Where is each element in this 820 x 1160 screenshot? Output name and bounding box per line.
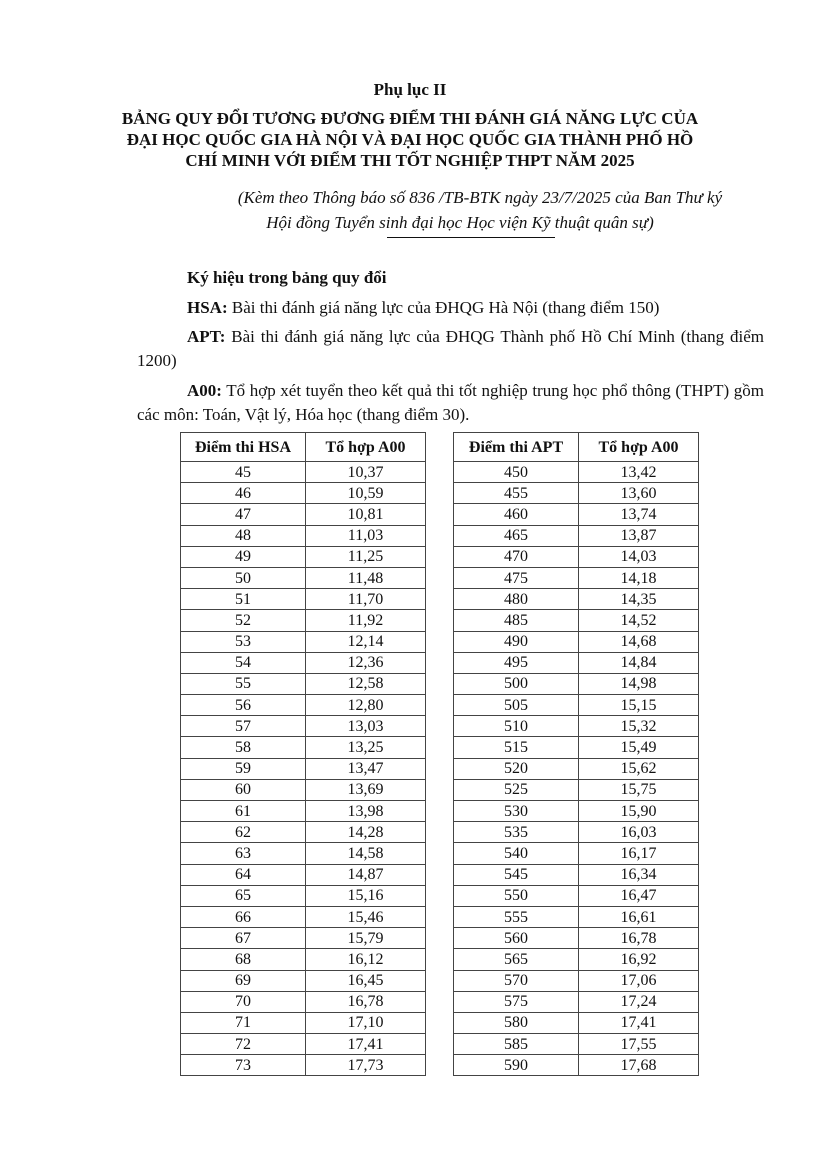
a00-score-cell: 14,68	[579, 631, 699, 652]
table-row	[454, 906, 699, 927]
exam-score-cell: 560	[454, 928, 579, 949]
table-row	[454, 801, 699, 822]
table-row	[454, 483, 699, 504]
table-row	[181, 567, 426, 588]
exam-score-cell: 555	[454, 906, 579, 927]
legend-apt	[137, 325, 764, 373]
a00-score-cell: 17,55	[579, 1034, 699, 1055]
table-row	[181, 949, 426, 970]
table-row	[181, 1055, 426, 1076]
table-header-row	[454, 433, 699, 462]
table-row	[181, 695, 426, 716]
exam-score-cell: 68	[181, 949, 306, 970]
table-row	[454, 949, 699, 970]
a00-score-cell: 14,03	[579, 546, 699, 567]
exam-score-cell: 590	[454, 1055, 579, 1076]
a00-score-cell: 16,78	[306, 991, 426, 1012]
a00-score-cell: 13,42	[579, 462, 699, 483]
table-row	[181, 737, 426, 758]
appendix-label: Phụ lục II	[373, 80, 447, 99]
table-row	[181, 631, 426, 652]
legend-heading: Ký hiệu trong bảng quy đổi	[187, 268, 387, 287]
a00-score-cell: 15,49	[579, 737, 699, 758]
exam-score-cell: 490	[454, 631, 579, 652]
exam-score-cell: 45	[181, 462, 306, 483]
legend-hsa	[187, 296, 767, 320]
a00-score-cell: 16,61	[579, 906, 699, 927]
table-row	[181, 758, 426, 779]
a00-score-cell: 11,48	[306, 567, 426, 588]
a00-score-cell: 13,87	[579, 525, 699, 546]
exam-score-cell: 455	[454, 483, 579, 504]
table-row	[454, 758, 699, 779]
table-row	[454, 822, 699, 843]
a00-score-cell: 16,17	[579, 843, 699, 864]
table-row	[454, 504, 699, 525]
apt-score-header: Điểm thi APT	[454, 433, 579, 462]
table-row	[181, 610, 426, 631]
exam-score-cell: 54	[181, 652, 306, 673]
a00-score-cell: 15,32	[579, 716, 699, 737]
table-row	[454, 1034, 699, 1055]
exam-score-cell: 70	[181, 991, 306, 1012]
legend-apt-label: APT:	[187, 327, 226, 346]
exam-score-cell: 480	[454, 589, 579, 610]
legend-a00-label: A00:	[187, 381, 222, 400]
exam-score-cell: 515	[454, 737, 579, 758]
exam-score-cell: 62	[181, 822, 306, 843]
a00-score-cell: 16,12	[306, 949, 426, 970]
a00-score-cell: 15,90	[579, 801, 699, 822]
table-row	[181, 1034, 426, 1055]
reference-note-line-2: Hội đồng Tuyển sinh đại học Học viện Kỹ thuật quân sự)	[266, 213, 654, 232]
reference-note-line-1: (Kèm theo Thông báo số 836 /TB-BTK ngày 23/7/2025 của Ban Thư ký	[237, 188, 723, 207]
table-row	[181, 970, 426, 991]
exam-score-cell: 545	[454, 864, 579, 885]
exam-score-cell: 525	[454, 779, 579, 800]
exam-score-cell: 55	[181, 673, 306, 694]
a00-score-cell: 14,52	[579, 610, 699, 631]
table-row	[181, 525, 426, 546]
table-row	[181, 885, 426, 906]
exam-score-cell: 69	[181, 970, 306, 991]
table-row	[181, 483, 426, 504]
a00-score-cell: 17,41	[306, 1034, 426, 1055]
exam-score-cell: 50	[181, 567, 306, 588]
exam-score-cell: 565	[454, 949, 579, 970]
exam-score-cell: 58	[181, 737, 306, 758]
table-row	[454, 546, 699, 567]
table-row	[181, 843, 426, 864]
table-row	[181, 462, 426, 483]
table-row	[454, 567, 699, 588]
a00-score-cell: 13,25	[306, 737, 426, 758]
a00-score-cell: 14,84	[579, 652, 699, 673]
exam-score-cell: 57	[181, 716, 306, 737]
a00-score-cell: 13,60	[579, 483, 699, 504]
exam-score-cell: 71	[181, 1012, 306, 1033]
exam-score-cell: 580	[454, 1012, 579, 1033]
table-row	[454, 716, 699, 737]
table-row	[181, 822, 426, 843]
hsa-score-header: Điểm thi HSA	[181, 433, 306, 462]
a00-score-cell: 15,79	[306, 928, 426, 949]
a00-score-cell: 13,98	[306, 801, 426, 822]
table-row	[454, 1012, 699, 1033]
a00-score-cell: 10,81	[306, 504, 426, 525]
exam-score-cell: 72	[181, 1034, 306, 1055]
a00-score-cell: 17,24	[579, 991, 699, 1012]
exam-score-cell: 570	[454, 970, 579, 991]
table-row	[181, 589, 426, 610]
table-row	[454, 864, 699, 885]
a00-score-cell: 17,41	[579, 1012, 699, 1033]
table-row	[454, 652, 699, 673]
legend-hsa-text: Bài thi đánh giá năng lực của ĐHQG Hà Nội (thang điểm 150)	[227, 298, 660, 317]
exam-score-cell: 510	[454, 716, 579, 737]
exam-score-cell: 61	[181, 801, 306, 822]
a00-score-cell: 14,35	[579, 589, 699, 610]
table-row	[454, 589, 699, 610]
a00-score-cell: 11,25	[306, 546, 426, 567]
a00-score-cell: 11,92	[306, 610, 426, 631]
a00-score-cell: 16,03	[579, 822, 699, 843]
exam-score-cell: 520	[454, 758, 579, 779]
a00-score-cell: 12,14	[306, 631, 426, 652]
table-row	[454, 779, 699, 800]
a00-score-cell: 14,98	[579, 673, 699, 694]
a00-score-cell: 15,46	[306, 906, 426, 927]
a00-score-cell: 13,03	[306, 716, 426, 737]
exam-score-cell: 56	[181, 695, 306, 716]
exam-score-cell: 465	[454, 525, 579, 546]
exam-score-cell: 66	[181, 906, 306, 927]
a00-score-cell: 17,10	[306, 1012, 426, 1033]
a00-score-cell: 14,18	[579, 567, 699, 588]
exam-score-cell: 505	[454, 695, 579, 716]
a00-score-cell: 14,58	[306, 843, 426, 864]
legend-a00	[137, 379, 764, 427]
table-row	[454, 991, 699, 1012]
a00-score-cell: 17,68	[579, 1055, 699, 1076]
a00-score-cell: 15,15	[579, 695, 699, 716]
table-row	[454, 843, 699, 864]
exam-score-cell: 52	[181, 610, 306, 631]
exam-score-cell: 475	[454, 567, 579, 588]
exam-score-cell: 575	[454, 991, 579, 1012]
a00-score-cell: 16,92	[579, 949, 699, 970]
table-row	[181, 991, 426, 1012]
exam-score-cell: 67	[181, 928, 306, 949]
table-row	[454, 695, 699, 716]
table-row	[181, 673, 426, 694]
a00-score-cell: 16,47	[579, 885, 699, 906]
table-row	[454, 462, 699, 483]
table-row	[181, 1012, 426, 1033]
table-row	[181, 652, 426, 673]
table-row	[454, 525, 699, 546]
table-row	[454, 1055, 699, 1076]
hsa-conversion-table	[180, 432, 426, 1076]
table-row	[181, 801, 426, 822]
a00-score-cell: 12,36	[306, 652, 426, 673]
exam-score-cell: 495	[454, 652, 579, 673]
a00-score-cell: 15,62	[579, 758, 699, 779]
a00-score-cell: 14,28	[306, 822, 426, 843]
a00-score-cell: 15,75	[579, 779, 699, 800]
legend-hsa-label: HSA:	[187, 298, 228, 317]
table-row	[181, 546, 426, 567]
exam-score-cell: 64	[181, 864, 306, 885]
a00-score-cell: 17,73	[306, 1055, 426, 1076]
exam-score-cell: 450	[454, 462, 579, 483]
exam-score-cell: 585	[454, 1034, 579, 1055]
exam-score-cell: 550	[454, 885, 579, 906]
table-row	[454, 737, 699, 758]
table-row	[181, 716, 426, 737]
exam-score-cell: 47	[181, 504, 306, 525]
a00-score-cell: 14,87	[306, 864, 426, 885]
a00-score-cell: 13,74	[579, 504, 699, 525]
exam-score-cell: 500	[454, 673, 579, 694]
exam-score-cell: 49	[181, 546, 306, 567]
a00-score-cell: 10,59	[306, 483, 426, 504]
a00-score-cell: 17,06	[579, 970, 699, 991]
exam-score-cell: 535	[454, 822, 579, 843]
exam-score-cell: 63	[181, 843, 306, 864]
a00-score-cell: 13,69	[306, 779, 426, 800]
apt-conversion-table	[453, 432, 699, 1076]
table-row	[454, 631, 699, 652]
legend-a00-text: Tổ hợp xét tuyển theo kết quả thi tốt nghiệp trung học phổ thông (THPT) gồm các môn: Toán, Vật lý, Hóa học (thang điểm 30).	[137, 381, 764, 424]
exam-score-cell: 460	[454, 504, 579, 525]
a00-score-cell: 16,45	[306, 970, 426, 991]
table-row	[181, 906, 426, 927]
table-row	[454, 970, 699, 991]
a00-score-cell: 16,78	[579, 928, 699, 949]
a00-score-cell: 11,03	[306, 525, 426, 546]
a00-score-cell: 10,37	[306, 462, 426, 483]
a00-header: Tổ hợp A00	[306, 433, 426, 462]
exam-score-cell: 530	[454, 801, 579, 822]
a00-score-cell: 13,47	[306, 758, 426, 779]
a00-score-cell: 11,70	[306, 589, 426, 610]
exam-score-cell: 53	[181, 631, 306, 652]
table-header-row	[181, 433, 426, 462]
exam-score-cell: 46	[181, 483, 306, 504]
a00-score-cell: 12,58	[306, 673, 426, 694]
table-row	[454, 610, 699, 631]
table-row	[181, 779, 426, 800]
table-row	[181, 504, 426, 525]
table-row	[454, 673, 699, 694]
a00-header: Tổ hợp A00	[579, 433, 699, 462]
table-row	[454, 885, 699, 906]
a00-score-cell: 12,80	[306, 695, 426, 716]
divider-rule	[387, 237, 555, 238]
exam-score-cell: 59	[181, 758, 306, 779]
legend-apt-text: Bài thi đánh giá năng lực của ĐHQG Thành phố Hồ Chí Minh (thang điểm 1200)	[137, 327, 764, 370]
table-row	[454, 928, 699, 949]
a00-score-cell: 15,16	[306, 885, 426, 906]
exam-score-cell: 51	[181, 589, 306, 610]
exam-score-cell: 48	[181, 525, 306, 546]
table-row	[181, 864, 426, 885]
exam-score-cell: 540	[454, 843, 579, 864]
table-row	[181, 928, 426, 949]
exam-score-cell: 73	[181, 1055, 306, 1076]
exam-score-cell: 485	[454, 610, 579, 631]
document-title: BẢNG QUY ĐỔI TƯƠNG ĐƯƠNG ĐIỂM THI ĐÁNH GIÁ NĂNG LỰC CỦA ĐẠI HỌC QUỐC GIA HÀ NỘI VÀ ĐẠI HỌC QUỐC GIA THÀNH PHỐ HỒ CHÍ MINH VỚI ĐIỂM THI TỐT NGHIỆP THPT NĂM 2025	[121, 109, 699, 170]
a00-score-cell: 16,34	[579, 864, 699, 885]
exam-score-cell: 470	[454, 546, 579, 567]
exam-score-cell: 65	[181, 885, 306, 906]
exam-score-cell: 60	[181, 779, 306, 800]
